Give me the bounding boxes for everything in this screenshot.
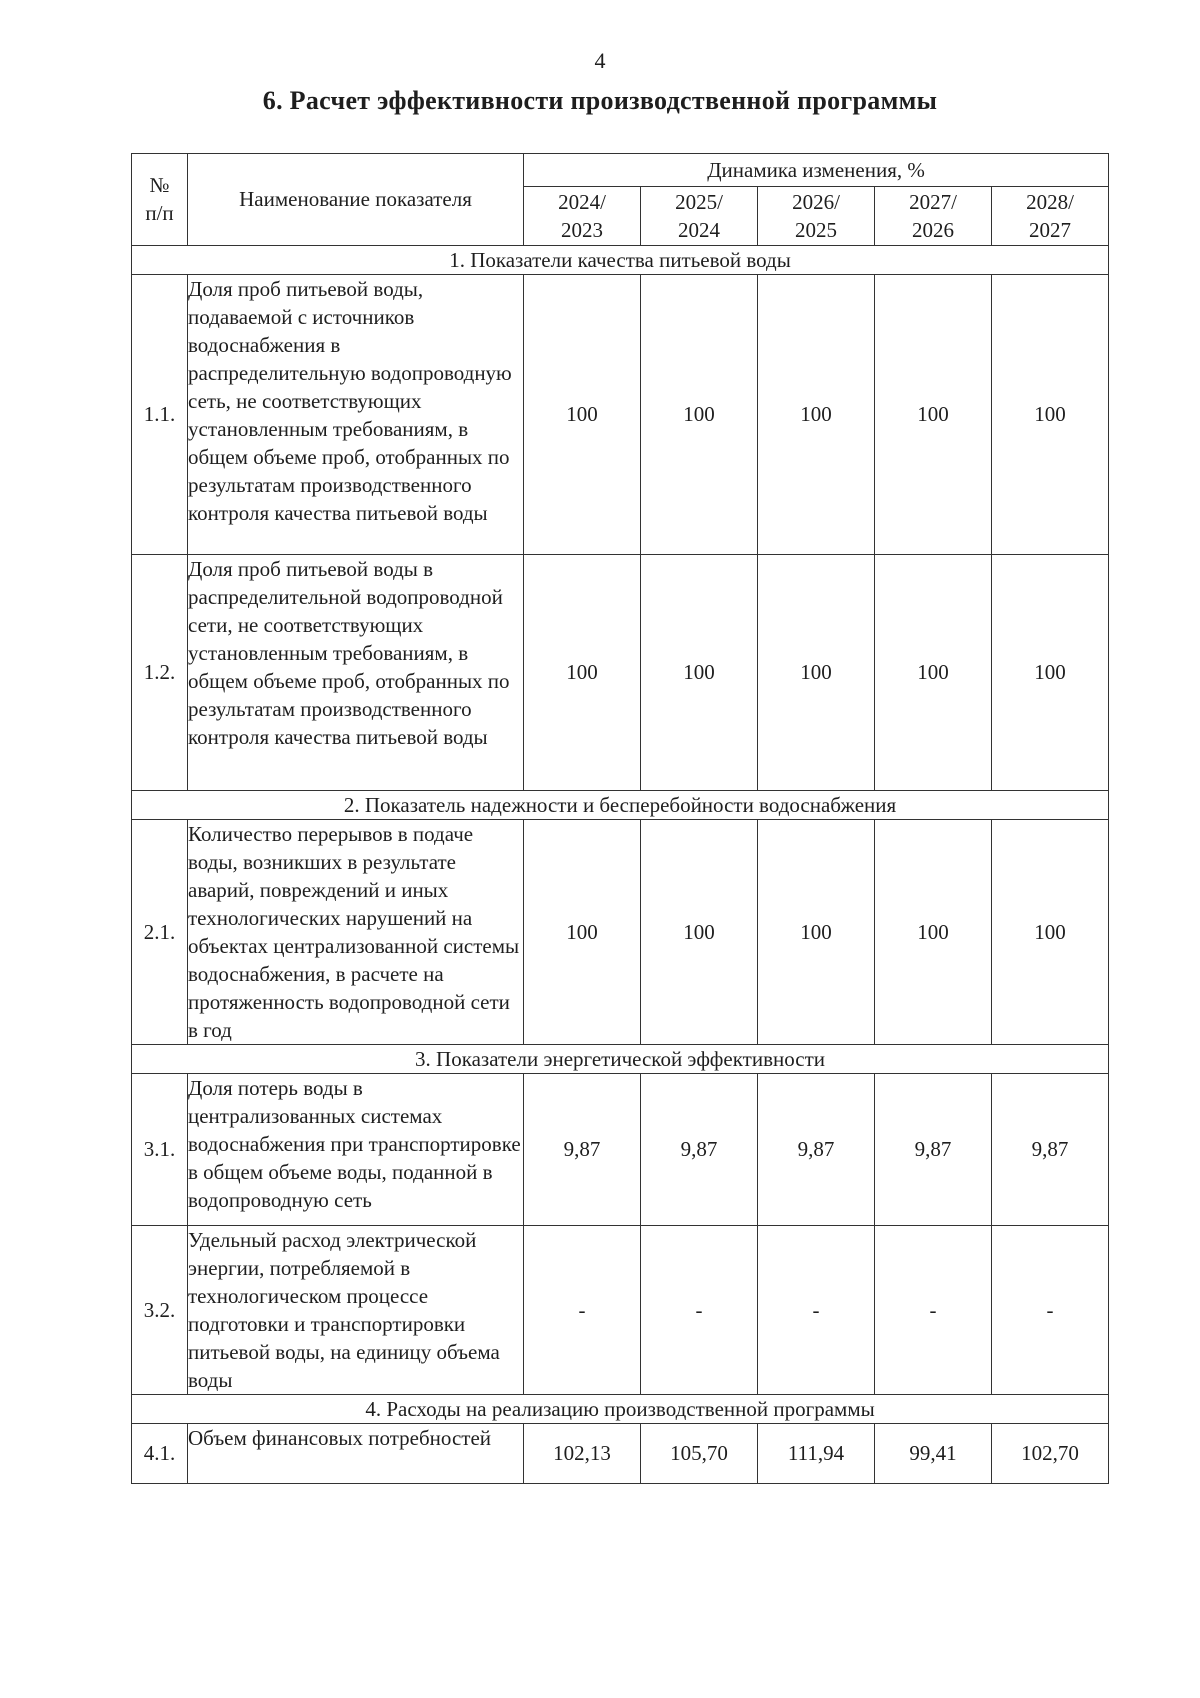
section-row — [132, 1045, 1109, 1074]
row-number: 1.1. — [132, 275, 188, 555]
value-cell: 100 — [875, 555, 992, 791]
row-number: 3.2. — [132, 1226, 188, 1395]
value-cell: 100 — [641, 820, 758, 1045]
table-row — [132, 555, 1109, 791]
value-cell: 100 — [641, 555, 758, 791]
header-number-sign: № — [149, 173, 170, 198]
value-cell: 100 — [758, 820, 875, 1045]
header-number-abbr: п/п — [145, 200, 174, 225]
value-cell: 100 — [758, 555, 875, 791]
value-cell: 100 — [524, 555, 641, 791]
section-title-4: 4. Расходы на реализацию производственной программы — [132, 1395, 1109, 1424]
indicator-name: Доля проб питьевой воды, подаваемой с источников водоснабжения в распределительную водопроводную сеть, не соответствующих установленным требованиям, в общем объеме проб, отобранных по результатам производственного контроля качества питьевой воды — [188, 275, 524, 555]
value-cell: 99,41 — [875, 1424, 992, 1484]
value-cell: 9,87 — [641, 1074, 758, 1226]
table-row — [132, 275, 1109, 555]
section-title-1: 1. Показатели качества питьевой воды — [132, 246, 1109, 275]
value-cell: 102,13 — [524, 1424, 641, 1484]
header-year-5: 2028/ 2027 — [992, 187, 1109, 246]
header-year-1: 2024/ 2023 — [524, 187, 641, 246]
row-number: 2.1. — [132, 820, 188, 1045]
table-row — [132, 1226, 1109, 1395]
row-number: 3.1. — [132, 1074, 188, 1226]
value-cell: 100 — [524, 820, 641, 1045]
value-cell: 102,70 — [992, 1424, 1109, 1484]
row-number: 4.1. — [132, 1424, 188, 1484]
efficiency-table — [131, 153, 1109, 1484]
section-title-2: 2. Показатель надежности и бесперебойности водоснабжения — [132, 791, 1109, 820]
header-name-column: Наименование показателя — [188, 154, 524, 246]
value-cell: 105,70 — [641, 1424, 758, 1484]
header-year-3: 2026/ 2025 — [758, 187, 875, 246]
value-cell: 9,87 — [524, 1074, 641, 1226]
value-cell: 100 — [992, 820, 1109, 1045]
value-cell: 100 — [641, 275, 758, 555]
value-cell: 9,87 — [992, 1074, 1109, 1226]
header-year-4: 2027/ 2026 — [875, 187, 992, 246]
indicator-name: Объем финансовых потребностей — [188, 1424, 524, 1484]
value-cell: 111,94 — [758, 1424, 875, 1484]
section-title-3: 3. Показатели энергетической эффективности — [132, 1045, 1109, 1074]
row-number: 1.2. — [132, 555, 188, 791]
value-cell: - — [992, 1226, 1109, 1395]
table-row — [132, 1424, 1109, 1484]
value-cell: 9,87 — [758, 1074, 875, 1226]
value-cell: - — [641, 1226, 758, 1395]
value-cell: - — [875, 1226, 992, 1395]
value-cell: - — [524, 1226, 641, 1395]
section-row — [132, 246, 1109, 275]
table-row — [132, 820, 1109, 1045]
value-cell: - — [758, 1226, 875, 1395]
section-row — [132, 1395, 1109, 1424]
header-year-2: 2025/ 2024 — [641, 187, 758, 246]
header-number-column — [132, 154, 188, 246]
value-cell: 100 — [758, 275, 875, 555]
section-row — [132, 791, 1109, 820]
value-cell: 100 — [875, 275, 992, 555]
indicator-name: Доля потерь воды в централизованных системах водоснабжения при транспортировке в общем объеме воды, поданной в водопроводную сеть — [188, 1074, 524, 1226]
page-title: 6. Расчет эффективности производственной программы — [262, 86, 938, 115]
indicator-name: Удельный расход электрической энергии, потребляемой в технологическом процессе подготовки и транспортировки питьевой воды, на единицу объема воды — [188, 1226, 524, 1395]
indicator-name: Доля проб питьевой воды в распределительной водопроводной сети, не соответствующих установленным требованиям, в общем объеме проб, отобранных по результатам производственного контроля качества питьевой воды — [188, 555, 524, 791]
value-cell: 100 — [875, 820, 992, 1045]
header-dynamics-group: Динамика изменения, % — [524, 154, 1109, 187]
value-cell: 100 — [992, 275, 1109, 555]
page-number: 4 — [594, 48, 606, 73]
value-cell: 100 — [524, 275, 641, 555]
indicator-name: Количество перерывов в подаче воды, возникших в результате аварий, повреждений и иных технологических нарушений на объектах централизованной системы водоснабжения, в расчете на протяженность водопроводной сети в год — [188, 820, 524, 1045]
value-cell: 100 — [992, 555, 1109, 791]
value-cell: 9,87 — [875, 1074, 992, 1226]
table-row — [132, 1074, 1109, 1226]
